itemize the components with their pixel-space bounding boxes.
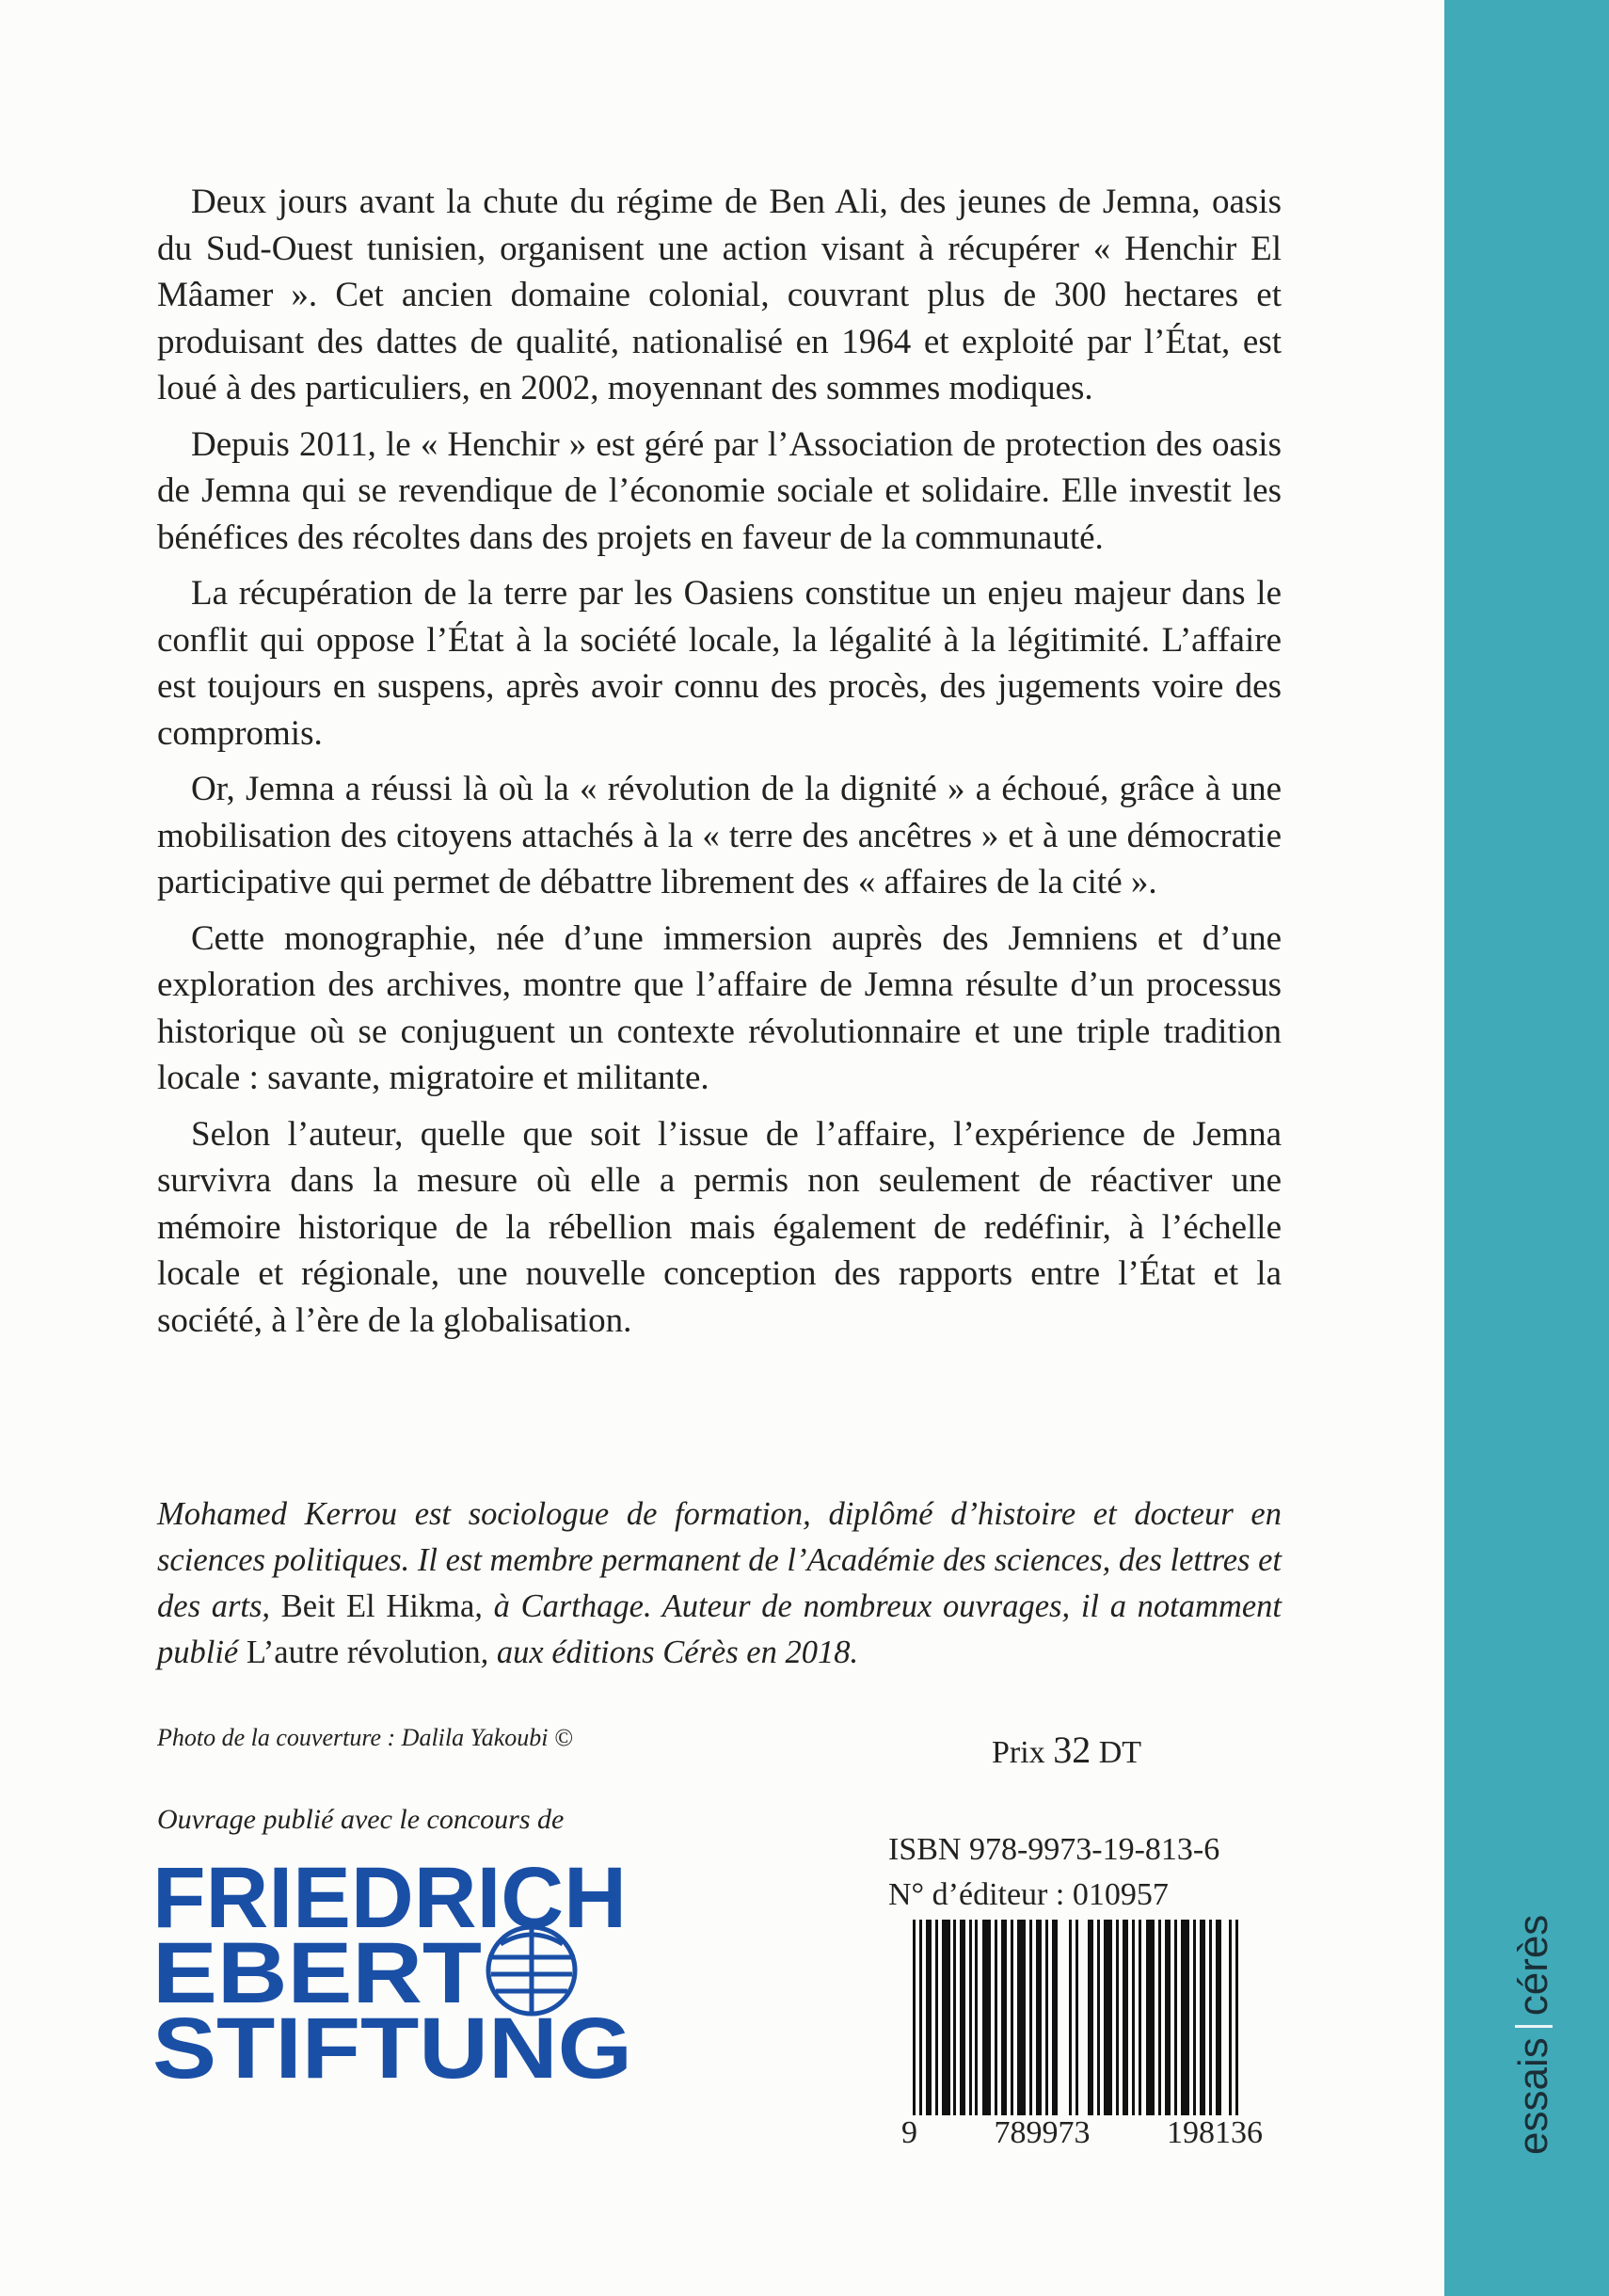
barcode <box>903 1920 1261 2132</box>
price-label: Prix <box>992 1735 1045 1770</box>
blurb-paragraph: Depuis 2011, le « Henchir » est géré par l’Association de protection des oasis de Jemna qui se revendique de l’économie sociale et solidaire. Elle investit les bénéfices des récoltes dans des projets en faveur de la communauté. <box>157 424 1282 557</box>
spine-label <box>1510 1915 1557 2155</box>
price <box>992 1728 1141 1772</box>
spine-series: essais <box>1510 2037 1556 2155</box>
barcode-digits <box>896 2115 1268 2151</box>
blurb-paragraph: Selon l’auteur, quelle que soit l’issue de l’affaire, l’expérience de Jemna survivra dans la mesure où elle a permis non seulement de réactiver une mémoire historique de la rébellion mais également de redéfinir, à l’échelle locale et régionale, une nouvelle conception des rapports entre l’État et la société, à l’ère de la globalisation. <box>157 1114 1282 1340</box>
spine-publisher: cérès <box>1510 1914 1556 2017</box>
bio-institution: Beit El Hikma <box>280 1588 475 1624</box>
barcode-digit-group: 198136 <box>1167 2115 1263 2150</box>
photo-credit: Photo de la couverture : Dalila Yakoubi © <box>157 1724 573 1751</box>
spine-divider <box>1515 2025 1553 2028</box>
bio-part: , aux éditions Cérès en 2018. <box>480 1634 859 1670</box>
fes-logo <box>151 1854 659 2098</box>
blurb <box>157 179 1282 1353</box>
logo-line: STIFTUNG <box>152 2001 632 2097</box>
blurb-paragraph: Deux jours avant la chute du régime de Ben Ali, des jeunes de Jemna, oasis du Sud-Ouest tunisien, organisent une action visant à récupérer « Henchir El Mâamer ». Cet ancien domaine colonial, couvrant plus de 300 hectares et produisant des dattes de qualité, nationalisé en 1964 et exploité par l’État, est loué à des particuliers, en 2002, moyennant des sommes modiques. <box>157 183 1282 407</box>
globe-icon <box>488 1927 575 2014</box>
bio-part: , à Carthage. Auteur de nombreux ouvrages, il a notamment publié <box>157 1588 1282 1670</box>
publisher-note: Ouvrage publié avec le concours de <box>157 1804 565 1835</box>
author-bio <box>157 1491 1282 1676</box>
isbn: ISBN 978-9973-19-813-6 <box>888 1832 1220 1867</box>
logo-line: EBERT <box>152 1925 482 2021</box>
price-amount: 32 <box>1053 1729 1091 1771</box>
price-currency: DT <box>1098 1735 1142 1770</box>
barcode-digit-group: 789973 <box>994 2115 1091 2150</box>
barcode-digit: 9 <box>901 2115 917 2150</box>
blurb-paragraph: Cette monographie, née d’une immersion auprès des Jemniens et d’une exploration des archives, montre que l’affaire de Jemna résulte d’un processus historique où se conjuguent un contexte révolutionnaire et une triple tradition locale : savante, migratoire et militante. <box>157 918 1282 1097</box>
logo-line: FRIEDRICH <box>152 1854 627 1946</box>
author-bio-text <box>157 1491 1282 1676</box>
blurb-paragraph: Or, Jemna a réussi là où la « révolution de la dignité » a échoué, grâce à une mobilisation des citoyens attachés à la « terre des ancêtres » et à une démocratie participative qui permet de débattre librement des « affaires de la cité ». <box>157 770 1282 901</box>
isbn-block <box>888 1827 1219 1918</box>
bio-book-title: L’autre révolution <box>246 1634 481 1670</box>
blurb-paragraph: La récupération de la terre par les Oasiens constitue un enjeu majeur dans le conflit qui oppose l’État à la société locale, la légalité à la légitimité. L’affaire est toujours en suspens, après avoir connu des procès, des jugements voire des compromis. <box>157 574 1282 753</box>
bio-part: Mohamed Kerrou est sociologue de formation, diplômé d’histoire et docteur en sciences politiques. Il est membre permanent de l’Académie des sciences, des lettres et des arts, <box>157 1496 1282 1624</box>
editor-number: N° d’éditeur : 010957 <box>888 1877 1169 1912</box>
